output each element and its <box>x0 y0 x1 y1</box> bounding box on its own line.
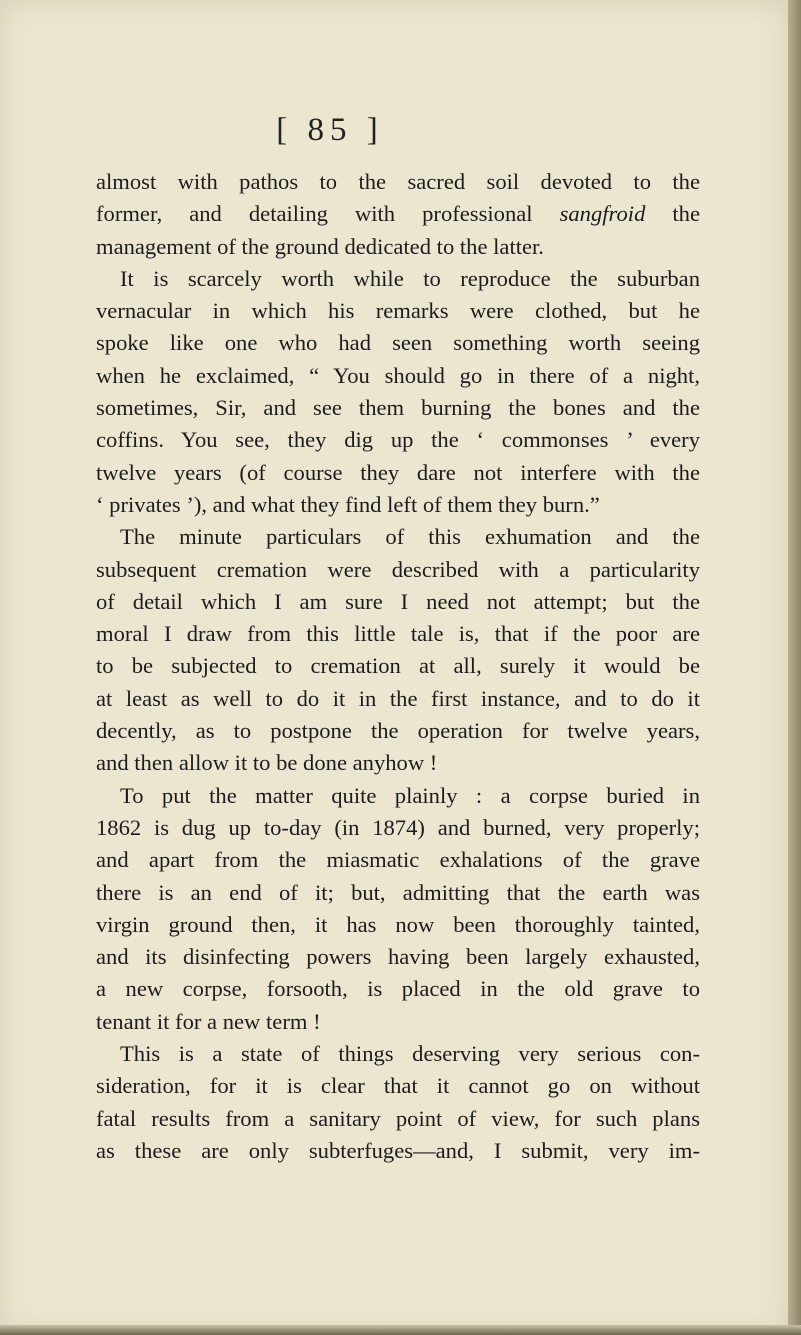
text-line <box>96 198 700 230</box>
text-line: when he exclaimed, “ You should go in there of a night, <box>96 362 700 388</box>
body-text <box>96 166 700 1167</box>
text-line: fatal results from a sanitary point of view, for such plans <box>96 1105 700 1131</box>
text-line: to be subjected to cremation at all, surely it would be <box>96 653 700 679</box>
text-line: as these are only subterfuges—and, I submit, very im- <box>96 1137 700 1163</box>
text-line: and its disinfecting powers having been largely exhausted, <box>96 944 700 970</box>
text-line: It is scarcely worth while to reproduce the suburban <box>120 265 700 291</box>
text-line: there is an end of it; but, admitting that the earth was <box>96 879 700 905</box>
text-line: spoke like one who had seen something worth seeing <box>96 330 700 356</box>
text-segment: former, and detailing with professional <box>96 201 560 227</box>
text-line: subsequent cremation were described with a particularity <box>96 556 700 582</box>
text-line: 1862 is dug up to-day (in 1874) and burned, very properly; <box>96 814 700 840</box>
text-line: coffins. You see, they dig up the ‘ commonses ’ every <box>96 427 700 453</box>
text-line: and then allow it to be done anyhow ! <box>96 750 438 776</box>
text-line: ‘ privates ’), and what they find left of them they burn.” <box>96 491 600 517</box>
text-line: twelve years (of course they dare not interfere with the <box>96 459 700 485</box>
text-segment: the <box>645 201 700 227</box>
text-line: a new corpse, forsooth, is placed in the old grave to <box>96 976 700 1002</box>
text-line: The minute particulars of this exhumation and the <box>120 524 700 550</box>
page-edge-shadow <box>788 0 801 1335</box>
text-line: tenant it for a new term ! <box>96 1008 321 1034</box>
text-line: vernacular in which his remarks were clothed, but he <box>96 298 700 324</box>
text-line: and apart from the miasmatic exhalations of the grave <box>96 847 700 873</box>
text-line: sometimes, Sir, and see them burning the bones and the <box>96 395 700 421</box>
text-line: of detail which I am sure I need not attempt; but the <box>96 588 700 614</box>
page-bottom-edge <box>0 1325 801 1335</box>
text-line: moral I draw from this little tale is, that if the poor are <box>96 621 700 647</box>
text-line: To put the matter quite plainly : a corpse buried in <box>120 782 700 808</box>
text-line: management of the ground dedicated to the latter. <box>96 233 544 259</box>
italic-term: sangfroid <box>559 201 646 227</box>
page-number: [ 85 ] <box>276 112 384 148</box>
text-line: decently, as to postpone the operation for twelve years, <box>96 718 700 744</box>
text-line: at least as well to do it in the first instance, and to do it <box>96 685 700 711</box>
text-line: This is a state of things deserving very serious con- <box>120 1041 700 1067</box>
text-line: sideration, for it is clear that it cannot go on without <box>96 1073 700 1099</box>
text-line: virgin ground then, it has now been thoroughly tainted, <box>96 911 700 937</box>
text-line: almost with pathos to the sacred soil devoted to the <box>96 169 700 194</box>
